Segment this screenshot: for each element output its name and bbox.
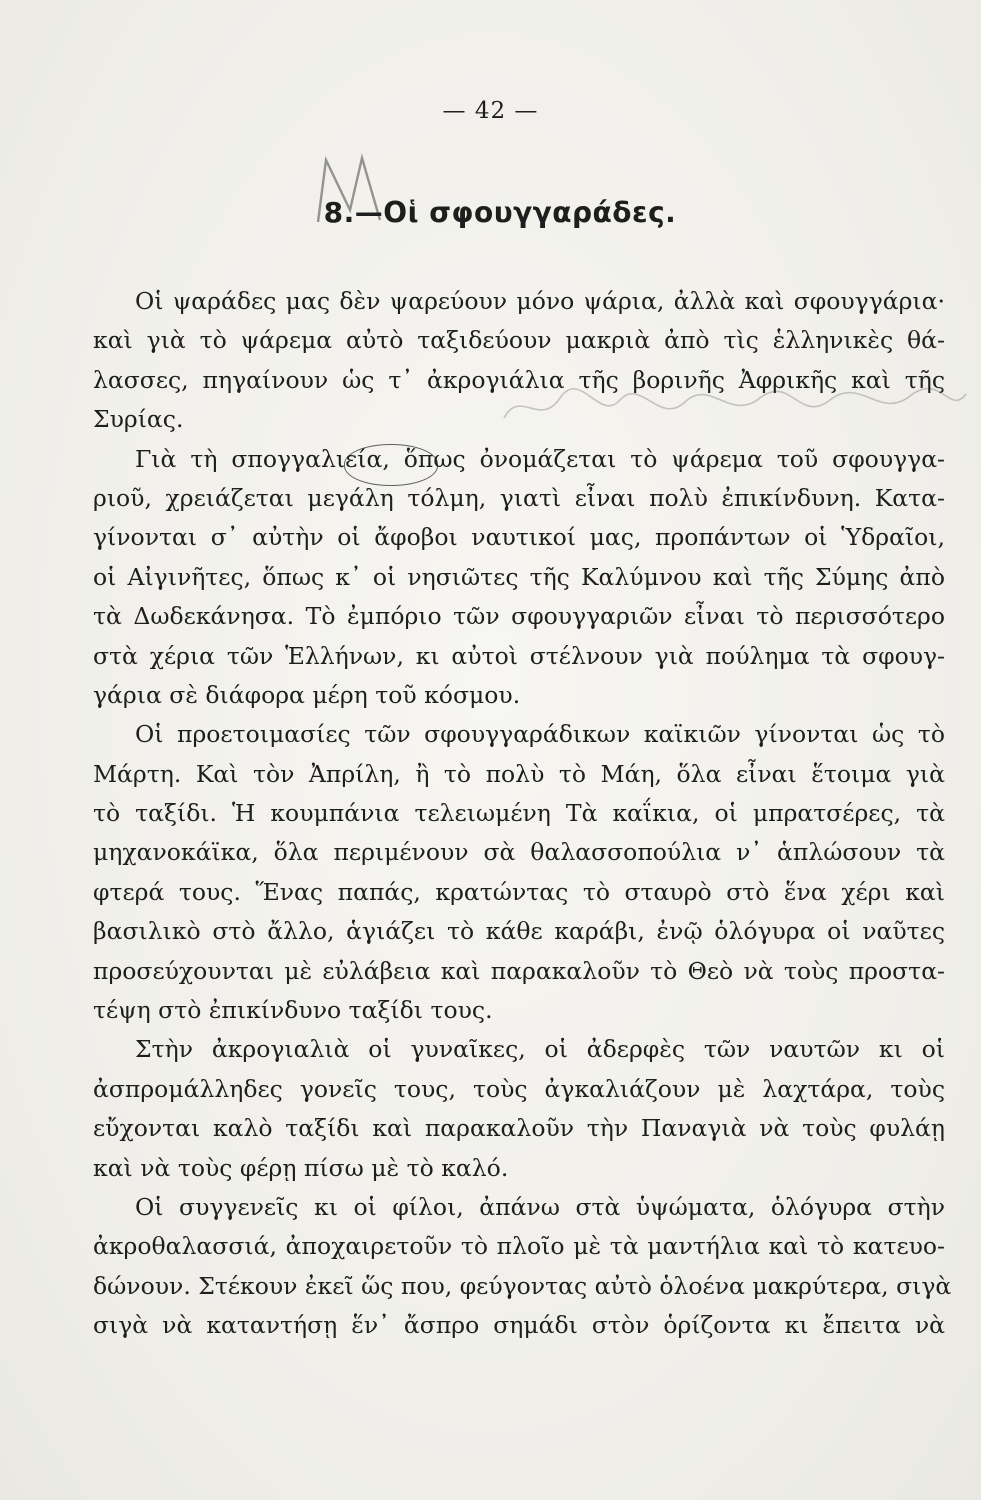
text-line: φτερά τους. Ἕνας παπάς, κρατώντας τὸ σταυρὸ στὸ ἕνα χέρι καὶ: [93, 877, 945, 906]
text-line: τὸ ταξίδι. Ἡ κουμπάνια τελειωμένη Τὰ καΐκια, οἱ μπρατσέρες, τὰ: [93, 799, 945, 828]
text-line: τὰ Δωδεκάνησα. Τὸ ἐμπόριο τῶν σφουγγαριῶν εἶναι τὸ περισσότερο: [93, 602, 945, 631]
text-line: Οἱ προετοιμασίες τῶν σφουγγαράδικων καϊκιῶν γίνονται ὡς τὸ: [135, 720, 945, 749]
text-line: μηχανοκάϊκα, ὅλα περιμένουν σὰ θαλασσοπούλια ν᾽ ἁπλώσουν τὰ: [93, 838, 945, 867]
text-line: εὔχονται καλὸ ταξίδι καὶ παρακαλοῦν τὴν Παναγιὰ νὰ τοὺς φυλάῃ: [93, 1114, 945, 1143]
text-line: Οἱ συγγενεῖς κι οἱ φίλοι, ἀπάνω στὰ ὑψώματα, ὁλόγυρα στὴν: [135, 1192, 945, 1221]
text-line: τέψη στὸ ἐπικίνδυνο ταξίδι τους.: [93, 996, 493, 1025]
text-line: δώνουν. Στέκουν ἐκεῖ ὥς που, φεύγοντας αὐτὸ ὁλοένα μακρύτερα, σιγὰ: [93, 1271, 952, 1300]
text-line: στὰ χέρια τῶν Ἑλλήνων, κι αὐτοὶ στέλνουν γιὰ πούλημα τὰ σφουγ-: [93, 641, 945, 670]
text-line: λασσες, πηγαίνουν ὡς τ᾽ ἀκρογιάλια τῆς βορινῆς Ἀφρικῆς καὶ τῆς: [93, 365, 945, 394]
text-line: ἀσπρομάλληδες γονεῖς τους, τοὺς ἀγκαλιάζουν μὲ λαχτάρα, τοὺς: [93, 1074, 945, 1103]
chapter-title: 8.—Οἱ σφουγγαράδες.: [323, 196, 677, 229]
text-line: Οἱ ψαράδες μας δὲν ψαρεύουν μόνο ψάρια, ἀλλὰ καὶ σφουγγάρια·: [135, 287, 945, 315]
body-text: [93, 282, 952, 1346]
text-line: Συρίας.: [93, 405, 184, 434]
text-line: ριοῦ, χρειάζεται μεγάλη τόλμη, γιατὶ εἶναι πολὺ ἐπικίνδυνη. Κατα-: [93, 483, 945, 512]
text-line: Μάρτη. Καὶ τὸν Ἀπρίλη, ἢ τὸ πολὺ τὸ Μάη, ὅλα εἶναι ἕτοιμα γιὰ: [93, 759, 945, 788]
text-line: σιγὰ νὰ καταντήσῃ ἕν᾽ ἄσπρο σημάδι στὸν ὁρίζοντα κι ἔπειτα νὰ: [93, 1311, 945, 1340]
text-line: καὶ γιὰ τὸ ψάρεμα αὐτὸ ταξιδεύουν μακριὰ ἀπὸ τὶς ἑλληνικὲς θά-: [93, 326, 945, 355]
text-line: Γιὰ τὴ σπογγαλιεία, ὅπως ὀνομάζεται τὸ ψάρεμα τοῦ σφουγγα-: [135, 444, 945, 473]
text-line: γίνονται σ᾽ αὐτὴν οἱ ἄφοβοι ναυτικοί μας, προπάντων οἱ Ὑδραῖοι,: [93, 523, 945, 552]
text-line: ἀκροθαλασσιά, ἀποχαιρετοῦν τὸ πλοῖο μὲ τὰ μαντήλια καὶ τὸ κατευο-: [93, 1232, 945, 1261]
page-number: — 42 —: [442, 98, 539, 124]
text-line: προσεύχουνται μὲ εὐλάβεια καὶ παρακαλοῦν τὸ Θεὸ νὰ τοὺς προστα-: [93, 956, 945, 985]
text-line: Στὴν ἀκρογιαλιὰ οἱ γυναῖκες, οἱ ἀδερφὲς τῶν ναυτῶν κι οἱ: [135, 1035, 945, 1064]
text-line: οἱ Αἰγινῆτες, ὅπως κ᾽ οἱ νησιῶτες τῆς Καλύμνου καὶ τῆς Σύμης ἀπὸ: [93, 562, 945, 591]
text-line: γάρια σὲ διάφορα μέρη τοῦ κόσμου.: [93, 680, 521, 709]
text-line: καὶ νὰ τοὺς φέρῃ πίσω μὲ τὸ καλό.: [93, 1153, 509, 1182]
text-line: βασιλικὸ στὸ ἄλλο, ἁγιάζει τὸ κάθε καράβι, ἐνῷ ὁλόγυρα οἱ ναῦτες: [93, 917, 945, 946]
